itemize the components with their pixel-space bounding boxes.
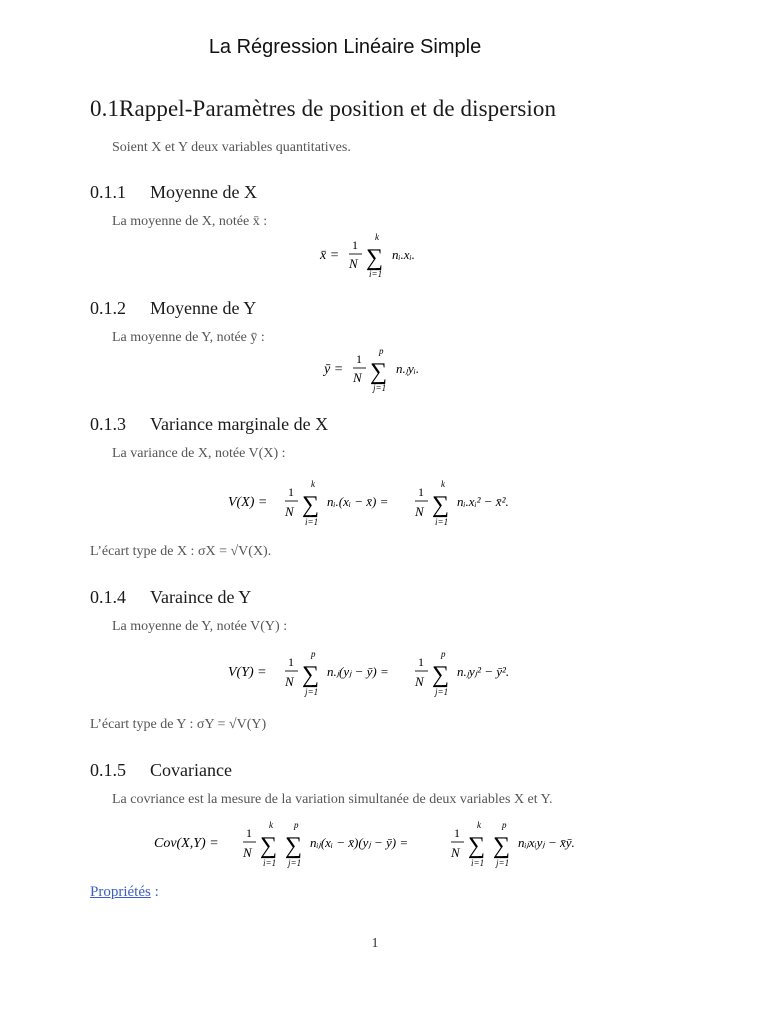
svg-text:nᵢ.(xᵢ − x̄) =: nᵢ.(xᵢ − x̄) = xyxy=(327,494,389,509)
svg-text:∑: ∑ xyxy=(432,662,450,688)
proprietes-link-line xyxy=(90,884,159,901)
subsection-text: La moyenne de Y, notée ȳ : xyxy=(112,330,265,345)
intro-text xyxy=(112,140,351,156)
svg-text:nᵢⱼxᵢyⱼ − x̄ȳ.: nᵢⱼxᵢyⱼ − x̄ȳ. xyxy=(518,835,575,850)
svg-text:k: k xyxy=(269,820,273,830)
svg-text:1: 1 xyxy=(418,655,424,669)
subsection-title: Varaince de Y xyxy=(150,587,252,607)
svg-text:Cov(X,Y) =: Cov(X,Y) = xyxy=(154,836,219,851)
svg-text:1: 1 xyxy=(352,238,358,252)
formula-variance-y xyxy=(226,648,536,700)
svg-text:k: k xyxy=(375,232,379,242)
svg-text:∑: ∑ xyxy=(302,662,320,688)
svg-text:∑: ∑ xyxy=(366,245,384,271)
svg-text:∑: ∑ xyxy=(468,833,486,859)
subsection-number: 0.1.3 xyxy=(90,414,126,434)
svg-text:1: 1 xyxy=(418,485,424,499)
svg-text:∑: ∑ xyxy=(370,359,388,385)
svg-text:k: k xyxy=(477,820,481,830)
section-heading: 0.1Rappel-Paramètres de position et de dispersion xyxy=(90,96,557,121)
svg-text:j=1: j=1 xyxy=(435,687,449,697)
svg-text:∑: ∑ xyxy=(432,492,450,518)
subsection-heading-0-1-4 xyxy=(90,587,251,608)
svg-text:N: N xyxy=(285,504,294,519)
formula-mean-y-svg xyxy=(322,346,442,394)
subsection-number: 0.1.2 xyxy=(90,298,126,318)
svg-text:∑: ∑ xyxy=(285,833,303,859)
svg-text:1: 1 xyxy=(288,655,294,669)
intro-text-content: Soient X et Y deux variables quantitatives. xyxy=(112,140,351,155)
formula-variance-x xyxy=(226,478,536,530)
proprietes-suffix: : xyxy=(150,884,159,900)
subsection-title: Moyenne de X xyxy=(150,182,257,202)
svg-text:n.ⱼ(yⱼ − ȳ) =: n.ⱼ(yⱼ − ȳ) = xyxy=(327,664,389,679)
formula-mean-x-svg xyxy=(318,232,438,280)
subsection-title: Moyenne de Y xyxy=(150,298,257,318)
formula-covariance-svg xyxy=(152,818,612,872)
svg-text:N: N xyxy=(451,845,460,860)
subsection-text: La covriance est la mesure de la variation simultanée de deux variables X et Y. xyxy=(112,792,553,807)
svg-text:p: p xyxy=(502,820,507,830)
std-y-text: L’écart type de Y : σY = √V(Y) xyxy=(90,717,267,732)
svg-text:n.ⱼyᵢ.: n.ⱼyᵢ. xyxy=(396,361,420,376)
svg-text:k: k xyxy=(311,479,315,489)
svg-text:nᵢⱼ(xᵢ − x̄)(yⱼ − ȳ) =: nᵢⱼ(xᵢ − x̄)(yⱼ − ȳ) = xyxy=(310,835,409,850)
page-number: 1 xyxy=(371,936,379,951)
svg-text:1: 1 xyxy=(454,826,460,840)
svg-text:i=1: i=1 xyxy=(263,858,277,868)
subsection-heading-0-1-1 xyxy=(90,182,257,203)
subsection-title: Variance marginale de X xyxy=(150,414,329,434)
svg-text:p: p xyxy=(441,649,446,659)
subsection-text: La moyenne de Y, notée V(Y) : xyxy=(112,619,288,634)
svg-text:N: N xyxy=(415,504,424,519)
subsection-number: 0.1.1 xyxy=(90,182,126,202)
svg-text:N: N xyxy=(353,370,362,385)
svg-text:i=1: i=1 xyxy=(471,858,485,868)
formula-variance-x-svg xyxy=(226,478,536,530)
svg-text:p: p xyxy=(379,346,384,356)
subsection-heading-0-1-2 xyxy=(90,298,256,319)
svg-text:N: N xyxy=(415,674,424,689)
svg-text:1: 1 xyxy=(356,352,362,366)
svg-text:nᵢ.xᵢ² − x̄².: nᵢ.xᵢ² − x̄². xyxy=(457,494,509,509)
svg-text:j=1: j=1 xyxy=(305,687,319,697)
svg-text:x̄ =: x̄ = xyxy=(320,248,340,263)
svg-text:j=1: j=1 xyxy=(288,858,302,868)
svg-text:∑: ∑ xyxy=(260,833,278,859)
svg-text:i=1: i=1 xyxy=(369,269,383,279)
svg-text:p: p xyxy=(311,649,316,659)
svg-text:k: k xyxy=(441,479,445,489)
svg-text:V(X) =: V(X) = xyxy=(228,495,268,510)
subsection-heading-0-1-3 xyxy=(90,414,328,435)
formula-mean-y xyxy=(322,346,442,394)
formula-mean-x xyxy=(318,232,438,280)
svg-text:N: N xyxy=(285,674,294,689)
svg-text:i=1: i=1 xyxy=(305,517,319,527)
subsection-text: La variance de X, notée V(X) : xyxy=(112,446,286,461)
svg-text:nᵢ.xᵢ.: nᵢ.xᵢ. xyxy=(392,247,415,262)
svg-text:N: N xyxy=(349,256,358,271)
svg-text:p: p xyxy=(294,820,299,830)
formula-covariance xyxy=(152,818,612,872)
svg-text:ȳ =: ȳ = xyxy=(324,362,344,377)
svg-text:∑: ∑ xyxy=(302,492,320,518)
subsection-heading-0-1-5 xyxy=(90,760,232,781)
svg-text:j=1: j=1 xyxy=(496,858,510,868)
svg-text:V(Y) =: V(Y) = xyxy=(228,665,267,680)
subsection-number: 0.1.5 xyxy=(90,760,126,780)
subsection-number: 0.1.4 xyxy=(90,587,126,607)
subsection-title: Covariance xyxy=(150,760,232,780)
subsection-text: La moyenne de X, notée x̄ : xyxy=(112,214,268,229)
formula-variance-y-svg xyxy=(226,648,536,700)
svg-text:n.ⱼyⱼ² − ȳ².: n.ⱼyⱼ² − ȳ². xyxy=(457,664,510,679)
svg-text:1: 1 xyxy=(288,485,294,499)
std-x-text: L’écart type de X : σX = √V(X). xyxy=(90,544,272,559)
proprietes-link[interactable]: Propriétés xyxy=(90,884,151,900)
svg-text:1: 1 xyxy=(246,826,252,840)
svg-text:N: N xyxy=(243,845,252,860)
svg-text:∑: ∑ xyxy=(493,833,511,859)
svg-text:j=1: j=1 xyxy=(373,383,387,393)
svg-text:i=1: i=1 xyxy=(435,517,449,527)
page-title: La Régression Linéaire Simple xyxy=(208,36,482,58)
